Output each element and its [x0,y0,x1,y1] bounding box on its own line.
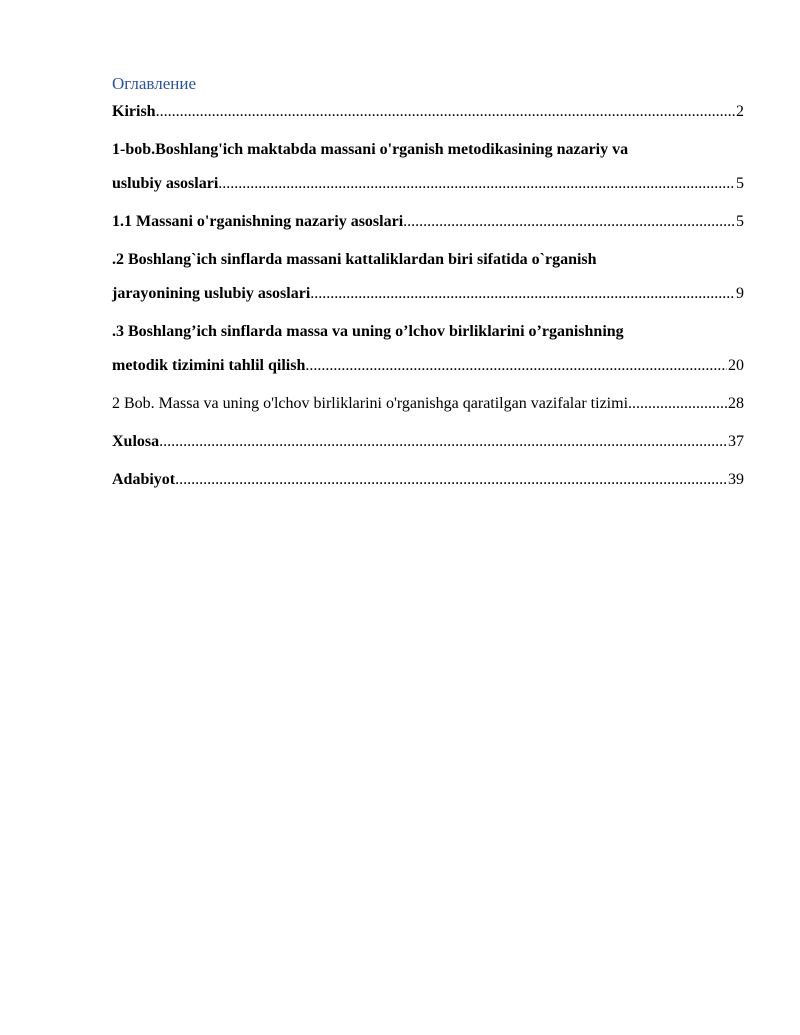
toc-entry-line [112,430,744,454]
toc-entry-page: 20 [728,357,744,374]
toc-entry-title: Kirish [112,103,156,120]
toc-entry-page: 2 [736,103,744,120]
toc-entry-page: 37 [728,433,744,450]
toc-entry-title: 2 Bob. Massa va uning o'lchov birliklarini o'rganishga qaratilgan vazifalar tizimi [112,395,629,412]
toc-entry-line [112,354,744,378]
toc-entry-page: 39 [728,471,744,488]
toc-entry-title: Xulosa [112,433,160,450]
toc-entry-title: uslubiy asoslari [112,175,219,192]
toc-entry-line [112,392,744,416]
toc-entry-title: Adabiyot [112,471,176,488]
toc-entry-1-2[interactable] [112,248,744,306]
toc-entry-page: 28 [728,395,744,412]
toc-entry-page: 5 [736,175,744,192]
toc-entry-page: 9 [736,285,744,302]
toc-entry-1-1[interactable] [112,210,744,234]
toc-entry-kirish[interactable] [112,100,744,124]
toc-entry-title: 1.1 Massani o'rganishning nazariy asoslari [112,213,404,230]
toc-entry-title: jarayonining uslubiy asoslari [112,285,311,302]
toc-entry-xulosa[interactable] [112,430,744,454]
toc-entry-line [112,282,744,306]
toc-heading: Оглавление [112,74,196,93]
dot-leader [403,210,735,234]
dot-leader [305,354,727,378]
toc-entry-title-line-1: .3 Boshlang’ich sinflarda massa va uning o’lchov birliklarini o’rganishning [112,323,624,340]
toc-entry-title: metodik tizimini tahlil qilish [112,357,306,374]
toc-entry-title-line-1: .2 Boshlang`ich sinflarda massani kattaliklardan biri sifatida o`rganish [112,251,597,268]
table-of-contents [112,72,744,492]
dot-leader [310,282,735,306]
toc-entry-1-3[interactable] [112,320,744,378]
toc-entry-line [112,100,744,124]
toc-entry-line [112,468,744,492]
toc-entry-1-bob[interactable] [112,138,744,196]
dot-leader [159,430,727,454]
toc-entry-adabiyot[interactable] [112,468,744,492]
toc-entry-title-line-1: 1-bob.Boshlang'ich maktabda massani o'rganish metodikasining nazariy va [112,141,629,158]
dot-leader [175,468,727,492]
toc-entry-line [112,172,744,196]
toc-entry-line [112,210,744,234]
toc-entry-page: 5 [736,213,744,230]
toc-entry-2-bob[interactable] [112,392,744,416]
dot-leader [156,100,735,124]
dot-leader [218,172,735,196]
dot-leader [628,392,727,416]
